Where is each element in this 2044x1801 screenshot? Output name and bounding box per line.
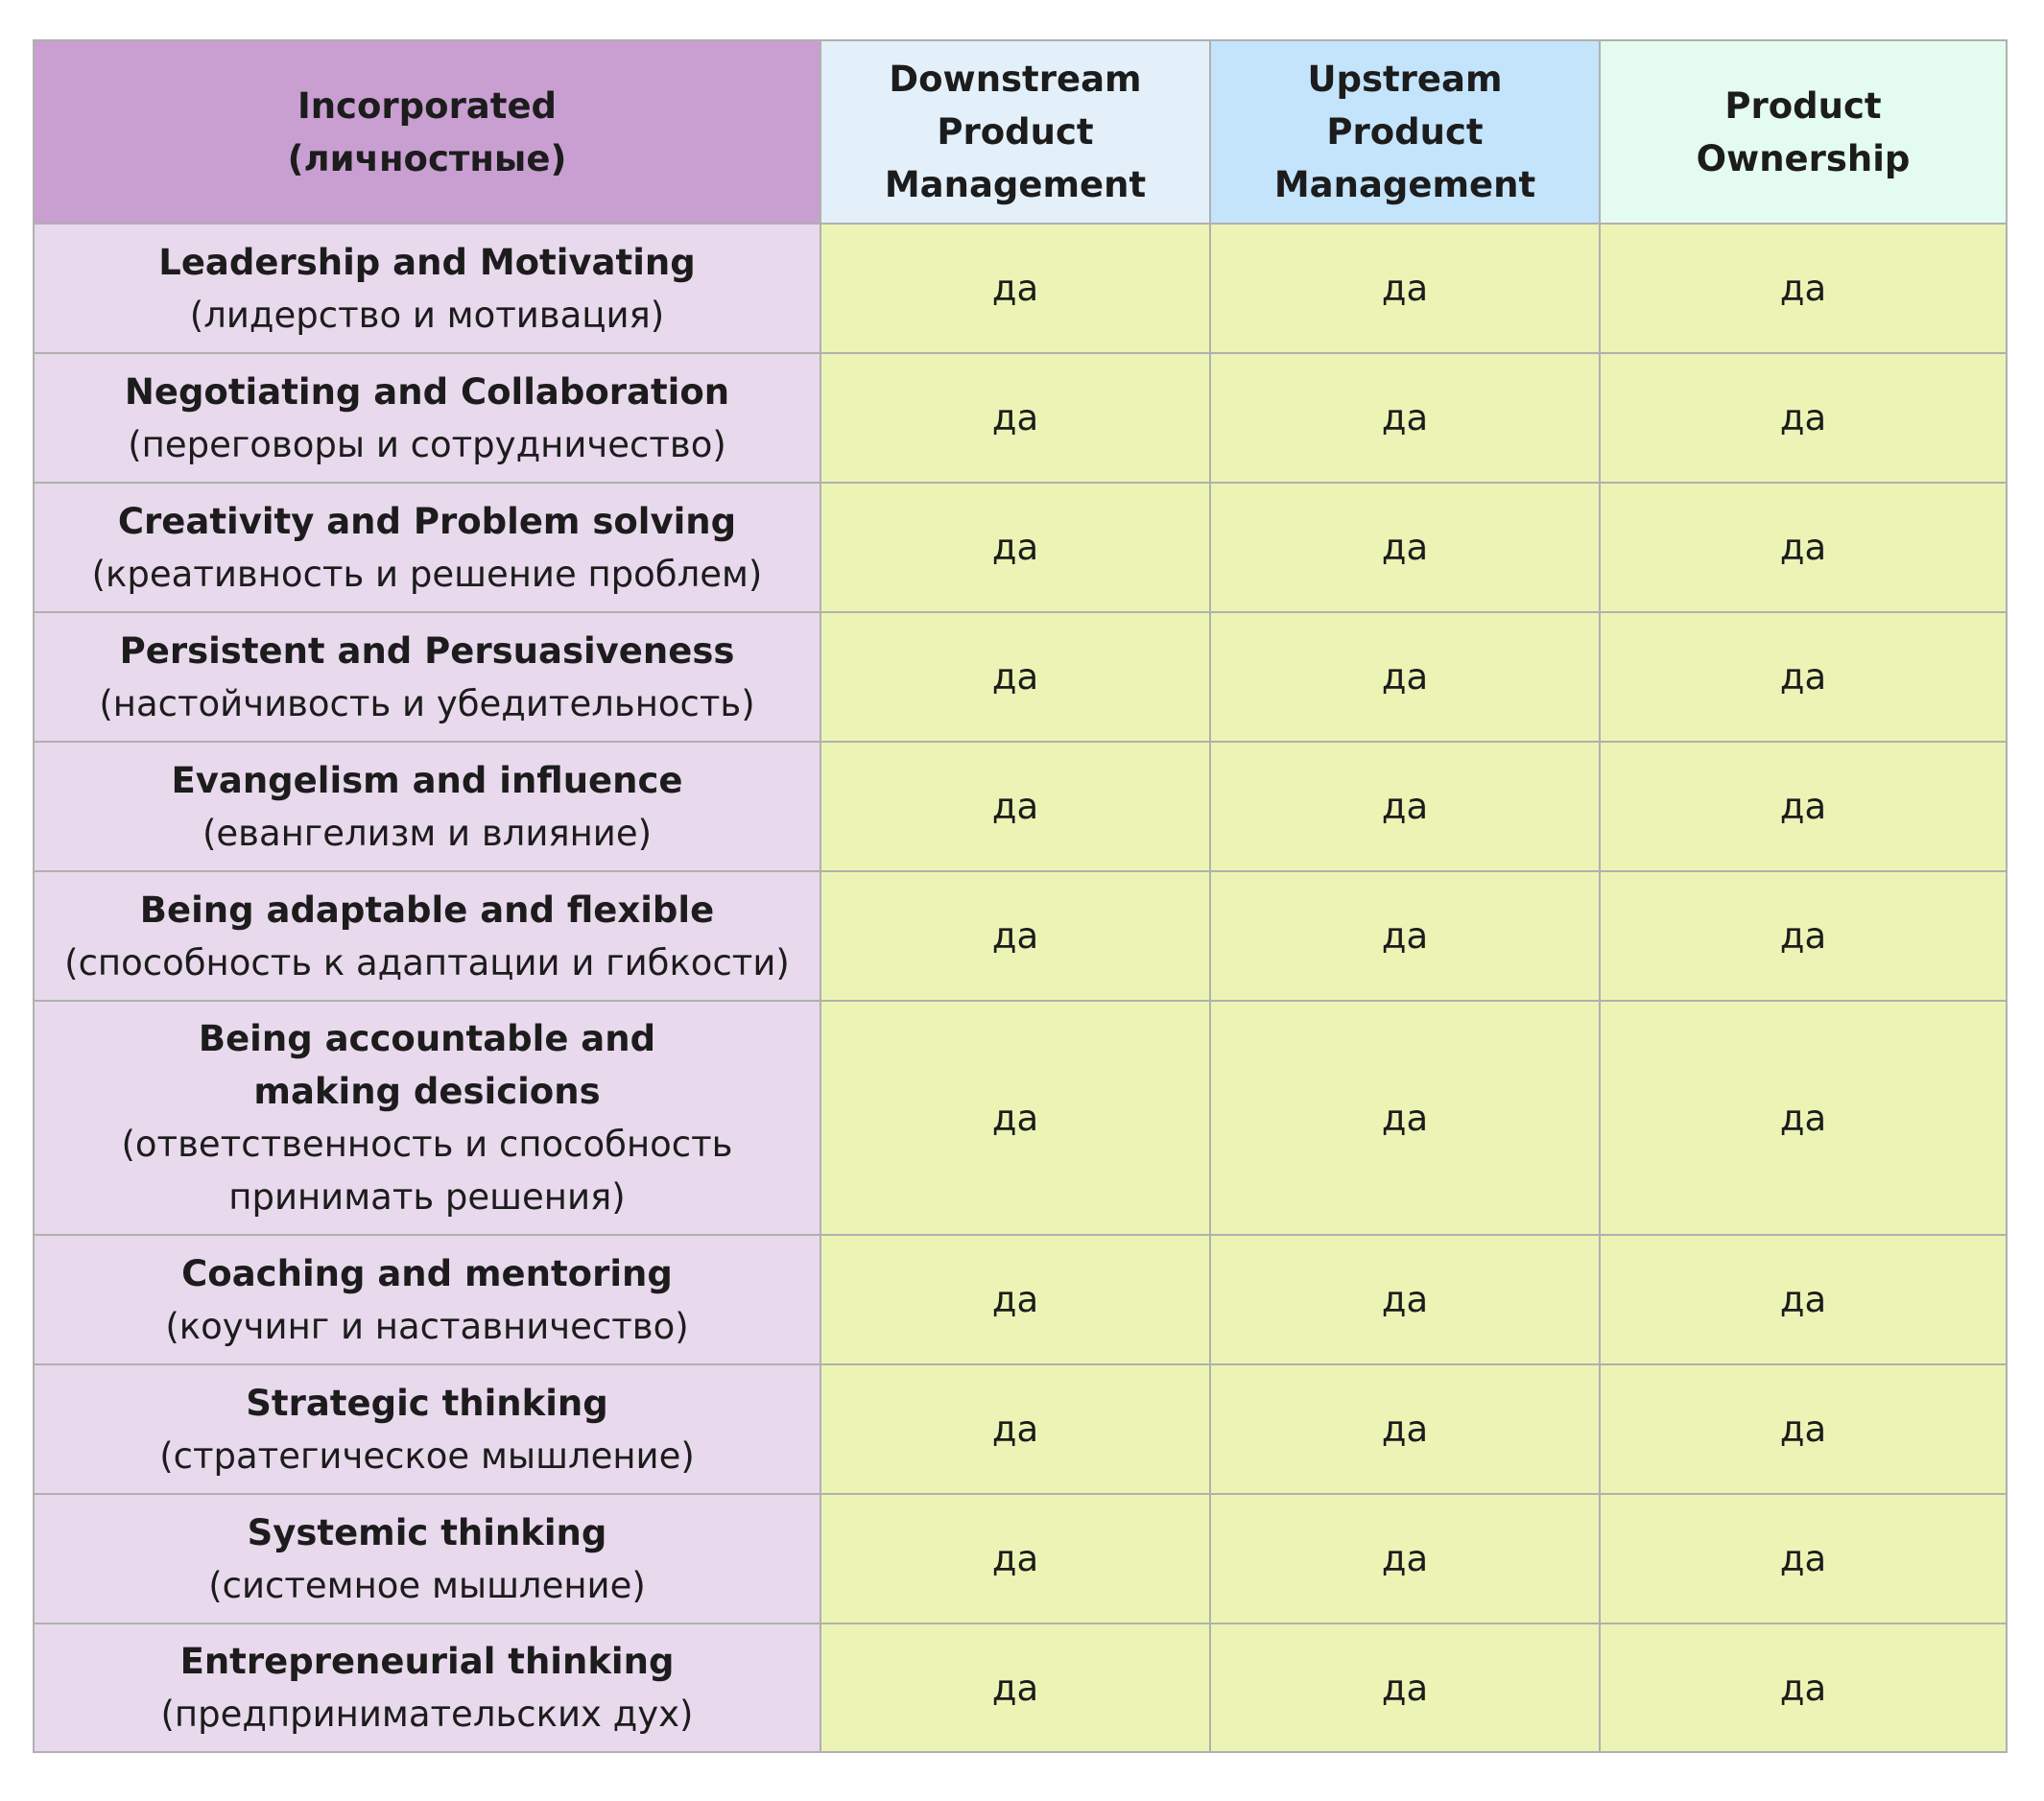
value-upstream: да bbox=[1210, 224, 1600, 353]
header-downstream-product-management: Downstream Product Management bbox=[820, 40, 1210, 224]
value-downstream: да bbox=[820, 224, 1210, 353]
value-ownership: да bbox=[1600, 1235, 2007, 1364]
competency-name-ru: (стратегическое мышление) bbox=[159, 1434, 695, 1477]
table-row bbox=[34, 353, 2007, 483]
value-ownership: да bbox=[1600, 1494, 2007, 1623]
competency-matrix-table bbox=[33, 39, 2008, 1753]
value-upstream: да bbox=[1210, 1364, 1600, 1494]
value-upstream: да bbox=[1210, 871, 1600, 1001]
value-ownership: да bbox=[1600, 353, 2007, 483]
competency-label bbox=[34, 1001, 820, 1235]
header-product-ownership: Product Ownership bbox=[1600, 40, 2007, 224]
table-row bbox=[34, 612, 2007, 742]
competency-name-ru: (способность к адаптации и гибкости) bbox=[64, 941, 790, 983]
value-downstream: да bbox=[820, 1235, 1210, 1364]
competency-label bbox=[34, 224, 820, 353]
competency-name-en: Persistent and Persuasiveness bbox=[119, 629, 735, 672]
value-ownership: да bbox=[1600, 742, 2007, 871]
value-ownership: да bbox=[1600, 1364, 2007, 1494]
table-row bbox=[34, 1494, 2007, 1623]
value-ownership: да bbox=[1600, 224, 2007, 353]
competency-name-en: Systemic thinking bbox=[247, 1511, 607, 1553]
value-downstream: да bbox=[820, 1494, 1210, 1623]
header-upstream-product-management: Upstream Product Management bbox=[1210, 40, 1600, 224]
competency-name-en: making desicions bbox=[253, 1071, 601, 1112]
competency-name-en: Evangelism and influence bbox=[171, 759, 683, 801]
table-row bbox=[34, 1623, 2007, 1752]
competency-name-ru: принимать решения) bbox=[228, 1176, 626, 1218]
competency-name-ru: (настойчивость и убедительность) bbox=[99, 682, 755, 724]
table-row bbox=[34, 1364, 2007, 1494]
table-row bbox=[34, 483, 2007, 612]
competency-name-en: Creativity and Problem solving bbox=[117, 500, 737, 542]
value-downstream: да bbox=[820, 1623, 1210, 1752]
value-upstream: да bbox=[1210, 353, 1600, 483]
competency-name-ru: (ответственность и способность bbox=[121, 1124, 733, 1165]
value-ownership: да bbox=[1600, 1001, 2007, 1235]
value-upstream: да bbox=[1210, 1494, 1600, 1623]
competency-label bbox=[34, 742, 820, 871]
value-upstream: да bbox=[1210, 742, 1600, 871]
competency-name-en: Being adaptable and flexible bbox=[139, 889, 715, 931]
competency-label bbox=[34, 1364, 820, 1494]
competency-name-ru: (креативность и решение проблем) bbox=[91, 553, 763, 595]
competency-label bbox=[34, 1623, 820, 1752]
competency-label bbox=[34, 353, 820, 483]
competency-name-en: Being accountable and bbox=[198, 1018, 656, 1059]
competency-label bbox=[34, 1494, 820, 1623]
value-upstream: да bbox=[1210, 612, 1600, 742]
value-downstream: да bbox=[820, 612, 1210, 742]
competency-label bbox=[34, 612, 820, 742]
header-row bbox=[34, 40, 2007, 224]
competency-name-ru: (лидерство и мотивация) bbox=[189, 294, 665, 336]
value-downstream: да bbox=[820, 483, 1210, 612]
value-ownership: да bbox=[1600, 612, 2007, 742]
competency-name-en: Leadership and Motivating bbox=[158, 241, 696, 283]
competency-name-ru: (евангелизм и влияние) bbox=[202, 812, 653, 854]
table-row bbox=[34, 742, 2007, 871]
value-upstream: да bbox=[1210, 1623, 1600, 1752]
value-downstream: да bbox=[820, 1364, 1210, 1494]
table-row bbox=[34, 224, 2007, 353]
value-upstream: да bbox=[1210, 1235, 1600, 1364]
competency-name-ru: (предпринимательских дух) bbox=[160, 1694, 694, 1735]
competency-label bbox=[34, 871, 820, 1001]
value-ownership: да bbox=[1600, 871, 2007, 1001]
value-downstream: да bbox=[820, 871, 1210, 1001]
header-incorporated: Incorporated (личностные) bbox=[34, 40, 820, 224]
competency-label bbox=[34, 1235, 820, 1364]
value-downstream: да bbox=[820, 742, 1210, 871]
table-row bbox=[34, 1001, 2007, 1235]
competency-name-ru: (переговоры и сотрудничество) bbox=[128, 423, 726, 465]
value-upstream: да bbox=[1210, 1001, 1600, 1235]
table-body bbox=[34, 224, 2007, 1752]
competency-label bbox=[34, 483, 820, 612]
value-ownership: да bbox=[1600, 483, 2007, 612]
value-downstream: да bbox=[820, 353, 1210, 483]
competency-name-ru: (системное мышление) bbox=[208, 1564, 646, 1606]
competency-name-en: Negotiating and Collaboration bbox=[124, 370, 730, 413]
value-ownership: да bbox=[1600, 1623, 2007, 1752]
competency-name-ru: (коучинг и наставничество) bbox=[165, 1305, 689, 1347]
competency-name-en: Entrepreneurial thinking bbox=[179, 1641, 675, 1682]
competency-name-en: Strategic thinking bbox=[246, 1382, 608, 1424]
value-downstream: да bbox=[820, 1001, 1210, 1235]
competency-name-en: Coaching and mentoring bbox=[181, 1252, 673, 1294]
value-upstream: да bbox=[1210, 483, 1600, 612]
table-row bbox=[34, 871, 2007, 1001]
table-row bbox=[34, 1235, 2007, 1364]
